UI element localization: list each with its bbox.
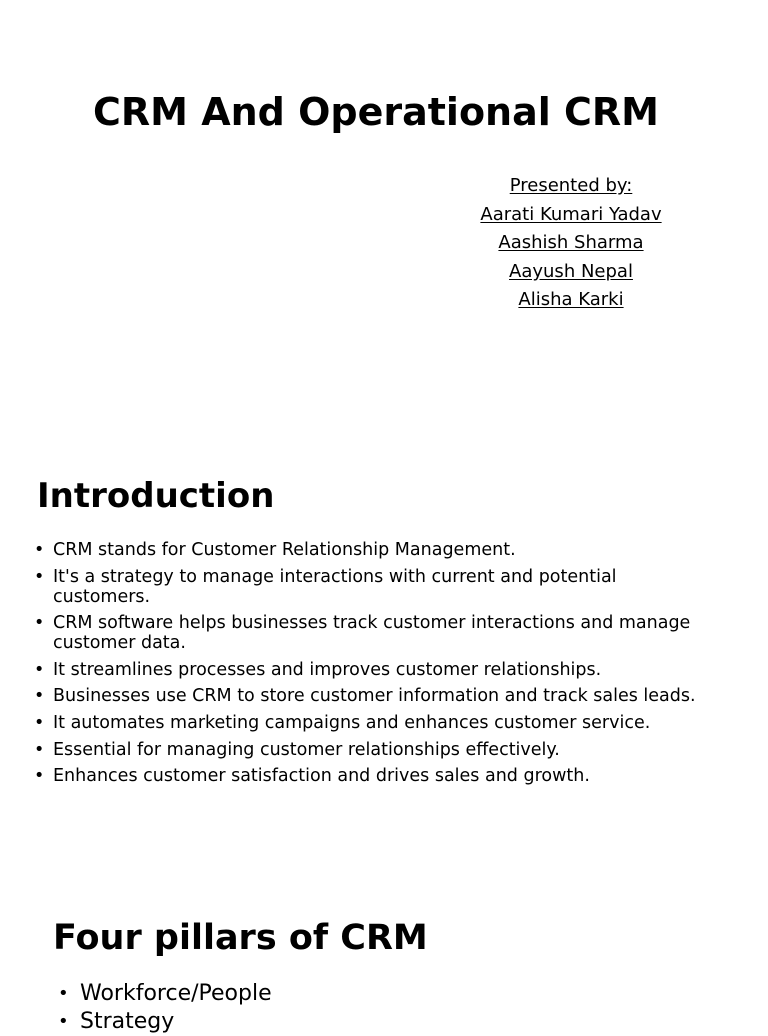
presenter-name: Aarati Kumari Yadav [480, 203, 662, 225]
four-pillars-heading: Four pillars of CRM [53, 918, 428, 958]
bullet-item: • CRM software helps businesses track customer interactions and manage customer data. [32, 613, 712, 653]
pillar-item: • Strategy [56, 1008, 272, 1036]
introduction-slide [0, 440, 768, 880]
title-slide [0, 0, 768, 440]
presenter-name: Alisha Karki [518, 289, 624, 311]
introduction-bullet-list [32, 540, 712, 793]
presenter-name: Aashish Sharma [498, 232, 644, 254]
pillars-list [56, 980, 272, 1036]
bullet-item: • CRM stands for Customer Relationship Management. [32, 540, 712, 560]
presenters-list [420, 172, 722, 315]
four-pillars-slide [0, 880, 768, 1034]
bullet-item: • Businesses use CRM to store customer information and track sales leads. [32, 686, 712, 706]
bullet-item: • It's a strategy to manage interactions with current and potential customers. [32, 567, 712, 607]
bullet-item: • It automates marketing campaigns and enhances customer service. [32, 713, 712, 733]
bullet-item: • Essential for managing customer relationships effectively. [32, 740, 712, 760]
bullet-item: • It streamlines processes and improves customer relationships. [32, 660, 712, 680]
presenters-heading: Presented by: [509, 175, 633, 196]
introduction-heading: Introduction [37, 476, 275, 516]
bullet-item: • Enhances customer satisfaction and drives sales and growth. [32, 766, 712, 786]
page-title: CRM And Operational CRM [93, 90, 659, 134]
pillar-item: • Workforce/People [56, 980, 272, 1008]
presenter-name: Aayush Nepal [509, 260, 633, 282]
